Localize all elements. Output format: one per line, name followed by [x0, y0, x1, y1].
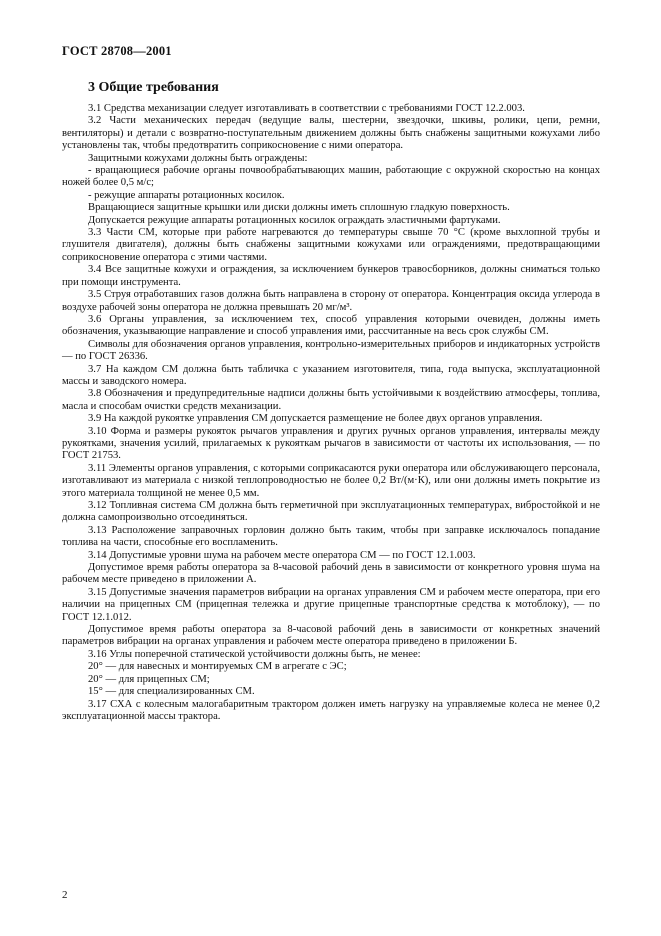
list-item-angle-trailed: 20° — для прицепных СМ; — [88, 673, 210, 685]
paragraph-3-7: 3.7 На каждом СМ должна быть табличка с указанием изготовителя, типа, года выпуска, эксплуатационной массы и заводского номера. — [62, 363, 600, 387]
paragraph-3-14: 3.14 Допустимые уровни шума на рабочем месте оператора СМ — по ГОСТ 12.1.003. — [88, 549, 476, 561]
paragraph-covers-surface: Вращающиеся защитные крышки или диски должны иметь сплошную гладкую поверхность. — [88, 202, 510, 214]
list-item-rotating-parts: - вращающиеся рабочие органы почвообрабатывающих машин, работающие с окружной скоростью на концах ножей более 0,5 м/с; — [62, 165, 600, 189]
paragraph-3-1: 3.1 Средства механизации следует изготавливать в соответствии с требованиями ГОСТ 12.2.003. — [88, 103, 525, 114]
list-item-angle-mounted: 20° — для навесных и монтируемых СМ в агрегате с ЭС; — [88, 661, 347, 673]
paragraph-3-12: 3.12 Топливная система СМ должна быть герметичной при эксплуатационных температурах, вибростойкой и не должна самопроизвольно отсоединяться. — [62, 500, 600, 524]
document-header: ГОСТ 28708—2001 — [62, 44, 172, 58]
paragraph-3-15: 3.15 Допустимые значения параметров вибрации на органах управления СМ и рабочем месте оператора, при его наличии на прицепных СМ (прицепная тележка и другие прицепные транспортные средства к мотоблоку), — по ГОСТ 12.1.012. — [62, 586, 600, 623]
paragraph-noise-time: Допустимое время работы оператора за 8-часовой рабочий день в зависимости от конкретного уровня шума на рабочем месте приведено в приложении А. — [62, 562, 600, 586]
paragraph-3-10: 3.10 Форма и размеры рукояток рычагов управления и других ручных органов управления, интервалы между рукоятками, значения усилий, прилагаемых к рукояткам рычагов в зависимости от частоты их использования, — по ГОСТ 21753. — [62, 425, 600, 462]
paragraph-3-4: 3.4 Все защитные кожухи и ограждения, за исключением бункеров травосборников, должны сниматься только при помощи инструмента. — [62, 264, 600, 288]
paragraph-3-9: 3.9 На каждой рукоятке управления СМ допускается размещение не более двух органов управления. — [88, 413, 543, 425]
paragraph-symbols: Символы для обозначения органов управления, контрольно-измерительных приборов и индикаторных устройств — по ГОСТ 26336. — [62, 338, 600, 363]
paragraph-3-3: 3.3 Части СМ, которые при работе нагреваются до температуры свыше 70 °С (кроме выхлопной трубы и глушителя двигателя), должны быть снабжены защитными кожухами или ограждениями, предотвращающими соприкосновение оператора с этими частями. — [62, 227, 600, 263]
document-body — [62, 103, 600, 723]
paragraph-3-13: 3.13 Расположение заправочных горловин должно быть таким, чтобы при заправке исключалось попадание топлива на части, способные его воспламенить. — [62, 524, 600, 549]
list-item-mower-cutters: - режущие аппараты ротационных косилок. — [88, 189, 285, 201]
paragraph-3-11: 3.11 Элементы органов управления, с которыми соприкасаются руки оператора или обслуживающего персонала, изготавливают из материала с низкой теплопроводностью не более 0,2 Вт/(м·К), или они должны иметь покрытие из этого материала толщиной не менее 0,5 мм. — [62, 462, 600, 499]
paragraph-3-17: 3.17 СХА с колесным малогабаритным трактором должен иметь нагрузку на управляемые колеса не менее 0,2 эксплуатационной массы трактора. — [62, 698, 600, 722]
section-title: 3 Общие требования — [88, 80, 219, 95]
paragraph-vibration-time: Допустимое время работы оператора за 8-часовой рабочий день в зависимости от конкретных значений параметров вибрации на органах управления и рабочем месте оператора приведено в приложении Б. — [62, 624, 600, 648]
paragraph-3-8: 3.8 Обозначения и предупредительные надписи должны быть устойчивыми к воздействию атмосферы, топлива, масла и способам очистки средств механизации. — [62, 388, 600, 412]
paragraph-3-16: 3.16 Углы поперечной статической устойчивости должны быть, не менее: — [88, 648, 421, 660]
paragraph-3-6: 3.6 Органы управления, за исключением тех, способ управления которыми очевиден, должны иметь обозначения, указывающие направление и способ управления ими, рассчитанные на весь срок службы СМ. — [62, 313, 600, 338]
paragraph-3-5: 3.5 Струя отработавших газов должна быть направлена в сторону от оператора. Концентрация оксида углерода в воздухе рабочей зоны оператора не должна превышать 20 мг/м³. — [62, 289, 600, 313]
paragraph-guards-intro: Защитными кожухами должны быть ограждены: — [88, 152, 308, 164]
list-item-angle-specialized: 15° — для специализированных СМ. — [88, 686, 255, 698]
paragraph-3-2: 3.2 Части механических передач (ведущие валы, шестерни, звездочки, шкивы, ролики, цепи, ремни, вентиляторы) и детали с возвратно-поступательным движением должны быть снабжены защитными кожухами либо установлены так, чтобы предотвратить соприкосновение с ними оператора. — [62, 115, 600, 152]
paragraph-elastic-aprons: Допускается режущие аппараты ротационных косилок ограждать эластичными фартуками. — [88, 214, 501, 226]
page-number: 2 — [62, 889, 68, 901]
